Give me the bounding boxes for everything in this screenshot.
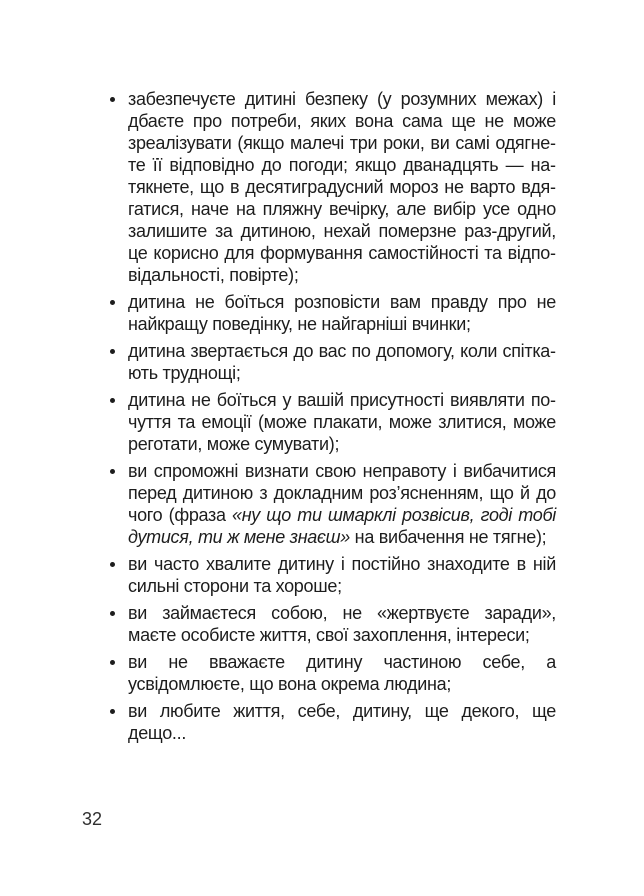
list-item-italic-quote: «ну що ти шмарклі розвісив, годі тобі дутися, ти ж мене знаєш»	[128, 505, 556, 547]
bullet-marker	[110, 300, 115, 305]
bullet-marker	[110, 709, 115, 714]
bullet-marker	[110, 562, 115, 567]
list-item	[128, 602, 556, 646]
list-item-text: на вибачення не тягне);	[349, 527, 547, 547]
list-item-text: ви часто хвалите дитину і постійно знаходите в ній сильні сторони та хороше;	[128, 554, 556, 596]
bullet-marker	[110, 469, 115, 474]
bullet-marker	[110, 349, 115, 354]
list-item	[128, 340, 556, 384]
bullet-marker	[110, 611, 115, 616]
list-item-text: дитина звертається до вас по допомогу, коли спіткають труднощі;	[128, 341, 556, 383]
list-item-text: забезпечуєте дитині безпеку (у розумних межах) і дбаєте про потреби, яких вона сама ще не може зреалізувати (якщо малечі три роки, ви самі одягнете її відповідно до погоди; якщо дванадцять — натякнете, що в десятиградусний мороз не варто вдягатися, наче на пляжну вечірку, але вибір усе одно залишите за дитиною, нехай померзне раз-другий, це корисно для формування самостійності та відповідальності, повірте);	[128, 89, 556, 285]
bullet-list	[128, 88, 556, 744]
list-item-text: ви любите життя, себе, дитину, ще декого, ще дещо...	[128, 701, 556, 743]
list-item-text: ви спроможні визнати свою неправоту і вибачитися перед дитиною з докладним роз’ясненням, що й до чого (фраза	[128, 461, 556, 525]
list-item-text: ви не вважаєте дитину частиною себе, а усвідомлюєте, що вона окрема людина;	[128, 652, 556, 694]
list-item	[128, 460, 556, 548]
list-item	[128, 88, 556, 286]
list-item	[128, 553, 556, 597]
list-item-text: дитина не боїться у вашій присутності виявляти почуття та емоції (може плакати, може злитися, може реготати, може сумувати);	[128, 390, 556, 454]
page-number: 32	[82, 809, 103, 829]
bullet-marker	[110, 97, 115, 102]
list-item-text: ви займаєтеся собою, не «жертвуєте заради», маєте особисте життя, свої захоплення, інтереси;	[128, 603, 556, 645]
list-item	[128, 291, 556, 335]
list-item	[128, 651, 556, 695]
bullet-marker	[110, 660, 115, 665]
list-item	[128, 389, 556, 455]
body-text-block	[128, 88, 556, 744]
list-item	[128, 700, 556, 744]
list-item-text: дитина не боїться розповісти вам правду про не найкращу поведінку, не найгарніші вчинки;	[128, 292, 556, 334]
bullet-marker	[110, 398, 115, 403]
